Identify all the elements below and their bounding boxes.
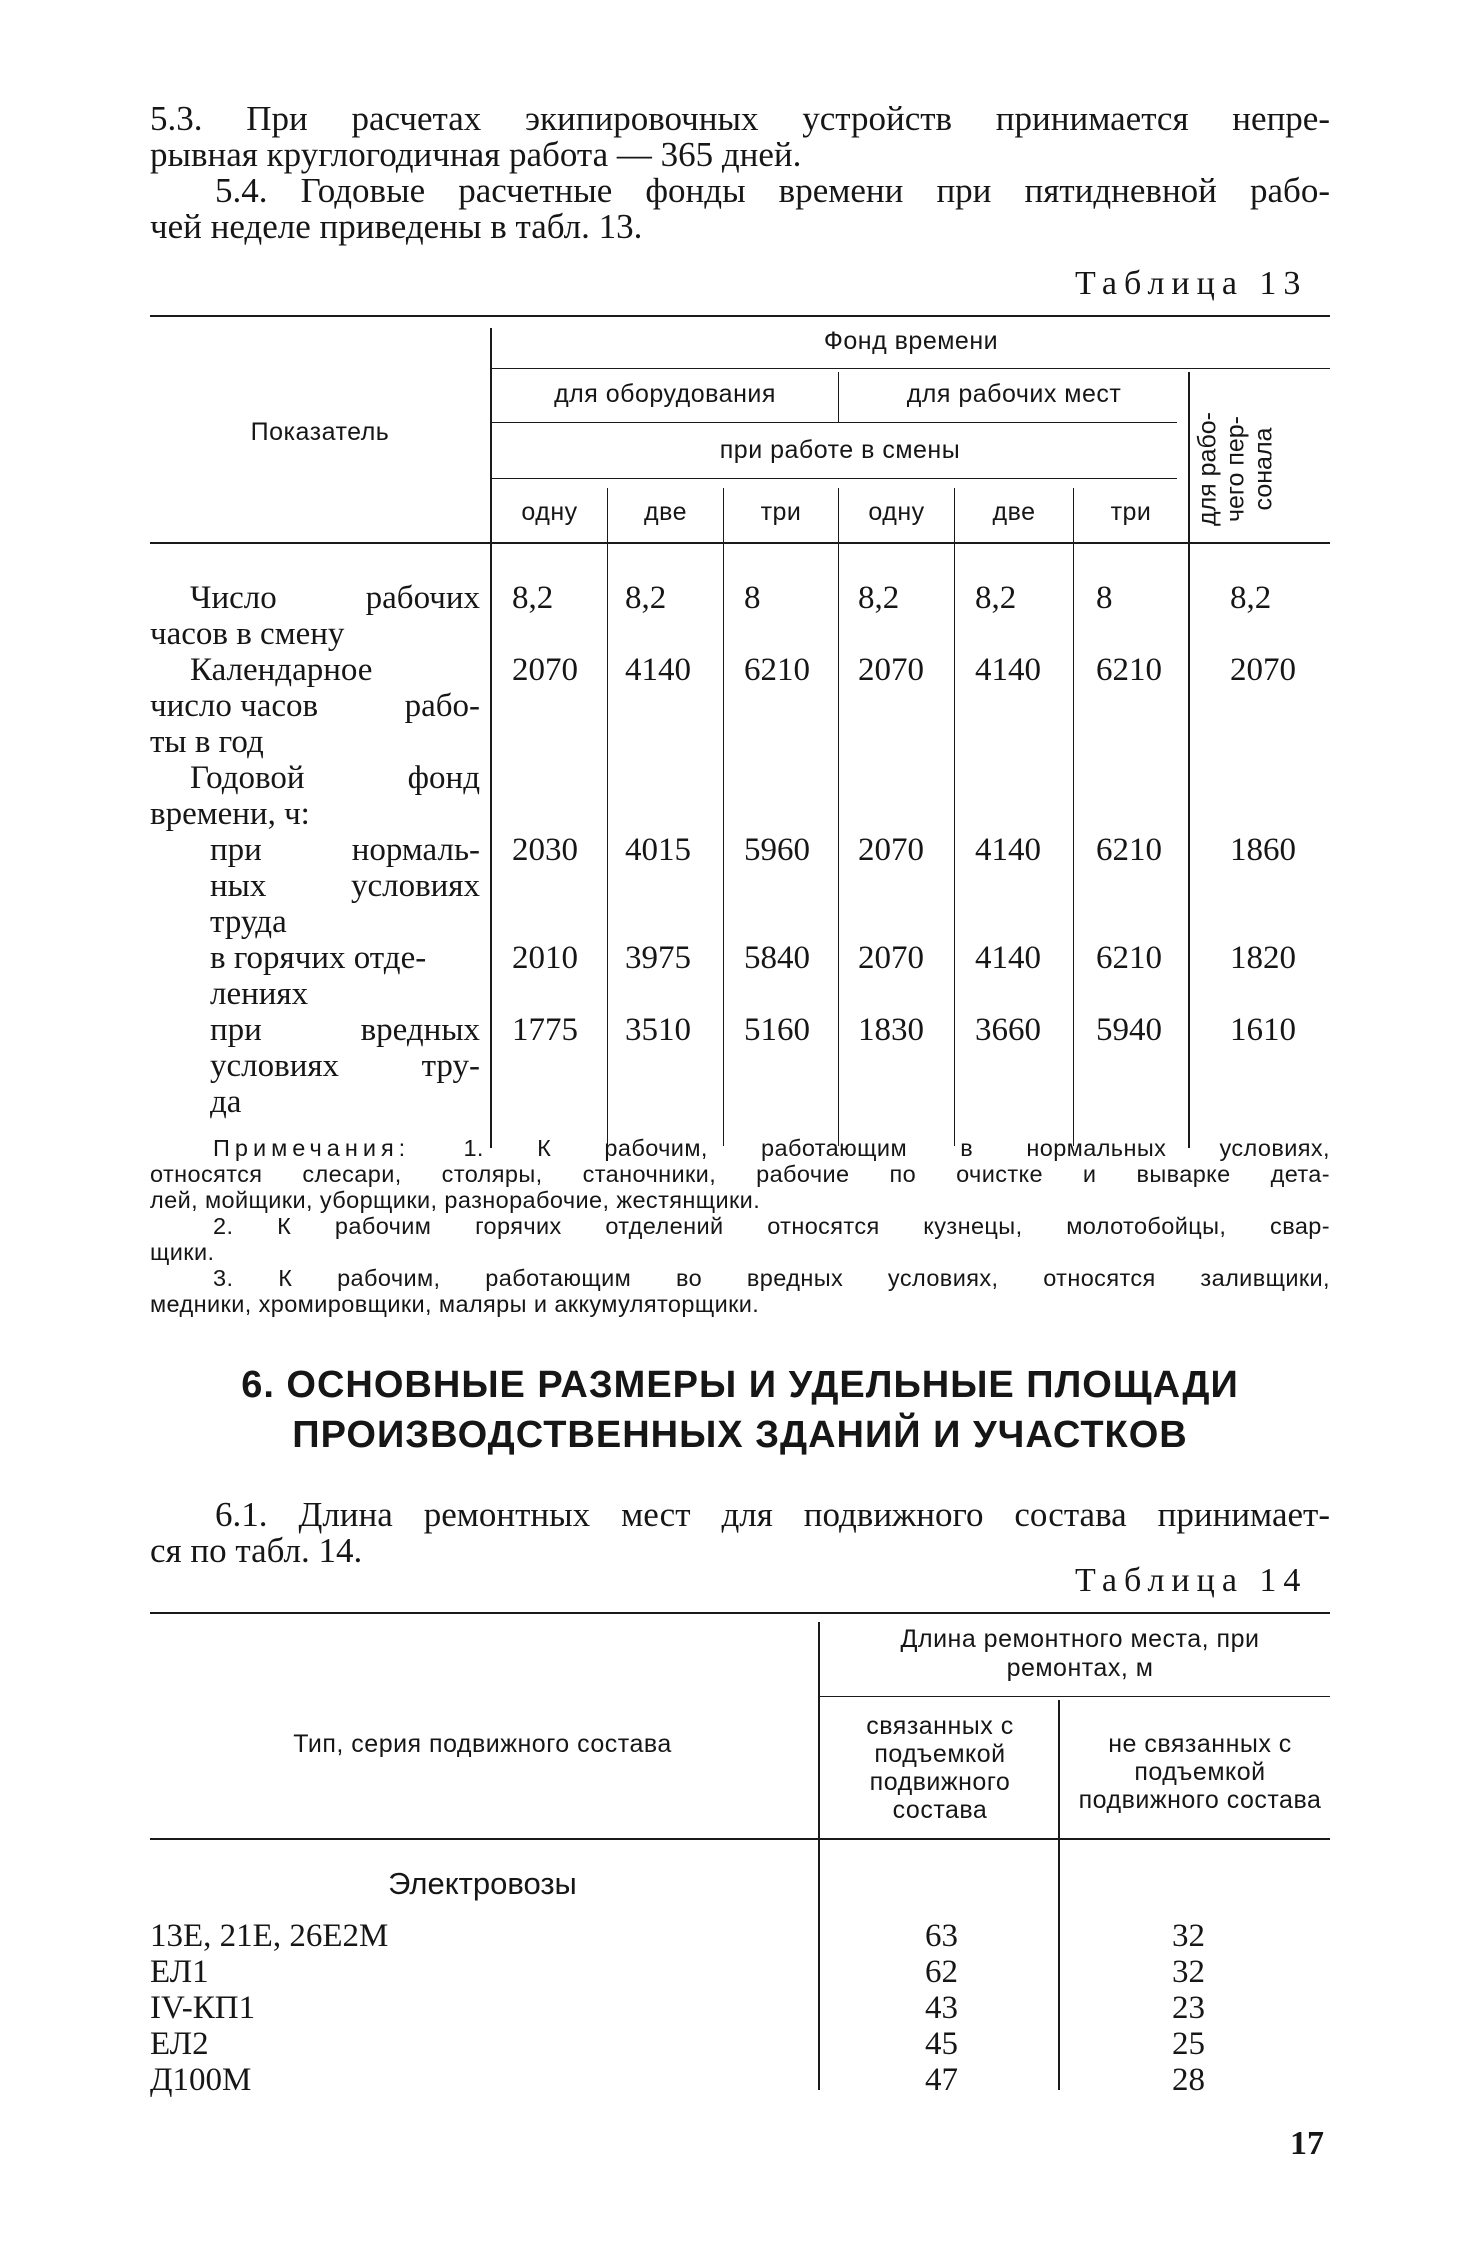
t13-row5-label bbox=[150, 940, 480, 1012]
t13-r2-c1: 2070 bbox=[512, 652, 578, 688]
t13-r2b-w2: рабо- bbox=[404, 688, 480, 724]
t13-r4-c7: 1860 bbox=[1230, 832, 1296, 868]
note-1-line2: относятся слесари, столяры, станочники, рабочие по очистке и выварке дета- bbox=[150, 1161, 1330, 1187]
t13-col-5: две bbox=[992, 498, 1036, 526]
t13-r2-c5: 4140 bbox=[975, 652, 1041, 688]
t13-header-workplaces: для рабочих мест bbox=[906, 380, 1122, 408]
t13-r6-c3: 5160 bbox=[744, 1012, 810, 1048]
t13-r4-c4: 2070 bbox=[858, 832, 924, 868]
t13-row3-line2: времени, ч: bbox=[150, 796, 310, 832]
t13-r5-c1: 2010 bbox=[512, 940, 578, 976]
t14-r4-type: ЕЛ2 bbox=[150, 2026, 209, 2062]
t13-col-1: одну bbox=[521, 498, 578, 526]
t13-r6b-w1: условиях bbox=[210, 1048, 340, 1084]
t13-r1-c5: 8,2 bbox=[975, 580, 1017, 616]
t13-r3a-w2: фонд bbox=[407, 760, 480, 796]
t14-r5-type: Д100М bbox=[150, 2062, 252, 2098]
t13-row2-line1: Календарное bbox=[190, 652, 373, 688]
t13-row4-line1 bbox=[150, 832, 480, 868]
t13-r4-c1: 2030 bbox=[512, 832, 578, 868]
t13-shift-rule bbox=[492, 478, 1177, 479]
note-3-line2: медники, хромировщики, маляры и аккумуляторщики. bbox=[150, 1291, 760, 1317]
t14-header-type: Тип, серия подвижного состава bbox=[293, 1730, 672, 1758]
t13-header-shifts: при работе в смены bbox=[719, 436, 961, 464]
table13-caption: Таблица 13 bbox=[1075, 265, 1308, 302]
t13-vline-c5 bbox=[1073, 488, 1074, 1146]
p61-line1: 6.1. Длина ремонтных мест для подвижного состава принимает- bbox=[215, 1495, 1330, 1534]
t13-r5-c5: 4140 bbox=[975, 940, 1041, 976]
note-3-line1: 3. К рабочим, работающим во вредных условиях, относятся заливщики, bbox=[213, 1265, 1330, 1291]
t14-vline-type bbox=[818, 1622, 820, 2090]
p61-line2: ся по табл. 14. bbox=[150, 1531, 363, 1570]
t13-header-indicator: Показатель bbox=[250, 418, 390, 446]
t13-r2-c2: 4140 bbox=[625, 652, 691, 688]
paragraph-5-3 bbox=[150, 100, 1330, 138]
t13-vline-c4 bbox=[954, 488, 955, 1146]
p54-line1: 5.4. Годовые расчетные фонды времени при пятидневной рабо- bbox=[215, 171, 1330, 210]
t14-r1-with: 63 bbox=[925, 1918, 958, 1954]
t13-r1a-w2: рабочих bbox=[365, 580, 480, 616]
t14-header-with-lift: связанных с подъемкой подвижного состава bbox=[866, 1712, 1014, 1824]
notes-title: Примечания: bbox=[213, 1135, 411, 1161]
t13-r2-c3: 6210 bbox=[744, 652, 810, 688]
t14-header-without-lift: не связанных с подъемкой подвижного состава bbox=[1078, 1730, 1322, 1814]
t13-r1-c1: 8,2 bbox=[512, 580, 554, 616]
t13-head-bottom-rule bbox=[150, 542, 1330, 544]
note-1-line3: лей, мойщики, уборщики, разнорабочие, жестянщики. bbox=[150, 1187, 761, 1213]
t14-r5-without: 28 bbox=[1172, 2062, 1205, 2098]
p54-line2: чей неделе приведены в табл. 13. bbox=[150, 207, 643, 246]
t13-r4-c5: 4140 bbox=[975, 832, 1041, 868]
t13-row2-label bbox=[150, 652, 480, 760]
t13-row1-line1 bbox=[150, 580, 480, 616]
t13-r2-c6: 6210 bbox=[1096, 652, 1162, 688]
note-2-line2: щики. bbox=[150, 1239, 215, 1265]
t13-r6b-w2: тру- bbox=[421, 1048, 480, 1084]
t13-r1-c7: 8,2 bbox=[1230, 580, 1272, 616]
t13-r4-c6: 6210 bbox=[1096, 832, 1162, 868]
t14-r5-with: 47 bbox=[925, 2062, 958, 2098]
t13-r1-c2: 8,2 bbox=[625, 580, 667, 616]
t13-top-rule bbox=[150, 315, 1330, 317]
t13-row1-label bbox=[150, 580, 480, 652]
t13-r6-c5: 3660 bbox=[975, 1012, 1041, 1048]
t13-r1-c4: 8,2 bbox=[858, 580, 900, 616]
t13-r2-c7: 2070 bbox=[1230, 652, 1296, 688]
t14-header-length: Длина ремонтного места, при ремонтах, м bbox=[900, 1625, 1260, 1682]
page-number: 17 bbox=[1290, 2125, 1324, 2162]
t13-vline-c3 bbox=[838, 372, 839, 422]
t13-r1-c6: 8 bbox=[1096, 580, 1113, 616]
t13-r4a-w2: нормаль- bbox=[351, 832, 480, 868]
t14-r3-without: 23 bbox=[1172, 1990, 1205, 2026]
t13-col-3: три bbox=[760, 498, 802, 526]
section-6-heading-line2: ПРОИЗВОДСТВЕННЫХ ЗДАНИЙ И УЧАСТКОВ bbox=[292, 1414, 1188, 1456]
t13-row4-label bbox=[150, 832, 480, 940]
t13-row4-line3: труда bbox=[210, 904, 287, 940]
t13-vline-c2 bbox=[723, 488, 724, 1146]
t14-r4-without: 25 bbox=[1172, 2026, 1205, 2062]
p53-line1: 5.3. При расчетах экипировочных устройств принимается непре- bbox=[150, 99, 1330, 138]
t13-row6-line2 bbox=[150, 1048, 480, 1084]
t13-row2-line3: ты в год bbox=[150, 724, 264, 760]
t14-length-rule bbox=[820, 1696, 1330, 1697]
t13-row1-line2: часов в смену bbox=[150, 616, 345, 652]
t13-row3-line1 bbox=[150, 760, 480, 796]
t13-row6-line3: да bbox=[210, 1084, 242, 1120]
t13-r5-c4: 2070 bbox=[858, 940, 924, 976]
t14-r1-without: 32 bbox=[1172, 1918, 1205, 1954]
t13-r4b-w2: условиях bbox=[350, 868, 480, 904]
p53-line2: рывная круглогодичная работа — 365 дней. bbox=[150, 135, 802, 174]
t13-vline-c1 bbox=[607, 488, 608, 1146]
t13-r5-c2: 3975 bbox=[625, 940, 691, 976]
t13-col-4: одну bbox=[868, 498, 925, 526]
t13-header-personnel-text: для рабо- чего пер- сонала bbox=[1193, 412, 1278, 527]
t14-vline-mid bbox=[1058, 1700, 1060, 2090]
t13-r4a-w1: при bbox=[210, 832, 262, 868]
t14-r4-with: 45 bbox=[925, 2026, 958, 2062]
t13-group-rule bbox=[492, 422, 1177, 423]
t14-r3-type: IV-КП1 bbox=[150, 1990, 256, 2026]
t13-r5-c7: 1820 bbox=[1230, 940, 1296, 976]
t13-row6-label bbox=[150, 1012, 480, 1120]
t14-r3-with: 43 bbox=[925, 1990, 958, 2026]
t13-vline-c3b bbox=[838, 488, 839, 1146]
t13-r1-c3: 8 bbox=[744, 580, 761, 616]
note-1-line1-text: 1. К рабочим, работающим в нормальных условиях, bbox=[410, 1135, 1330, 1161]
t13-row2-line2 bbox=[150, 688, 480, 724]
t13-r4-c2: 4015 bbox=[625, 832, 691, 868]
t14-group-electric: Электровозы bbox=[388, 1866, 577, 1901]
t13-header-fund: Фонд времени bbox=[823, 327, 999, 355]
note-2-line1: 2. К рабочим горячих отделений относятся кузнецы, молотобойцы, свар- bbox=[213, 1213, 1330, 1239]
t13-r6-c1: 1775 bbox=[512, 1012, 578, 1048]
t13-vline-c6 bbox=[1188, 372, 1190, 1148]
t14-r2-without: 32 bbox=[1172, 1954, 1205, 1990]
t13-r5-c3: 5840 bbox=[744, 940, 810, 976]
note-1-line1 bbox=[150, 1135, 1330, 1161]
t13-row5-line1: в горячих отде- bbox=[210, 940, 427, 976]
t14-r1-type: 13Е, 21Е, 26Е2М bbox=[150, 1918, 389, 1954]
t13-r1a-w1: Число bbox=[190, 580, 277, 616]
section-6-heading-line1: 6. ОСНОВНЫЕ РАЗМЕРЫ И УДЕЛЬНЫЕ ПЛОЩАДИ bbox=[241, 1364, 1239, 1406]
t14-r2-type: ЕЛ1 bbox=[150, 1954, 209, 1990]
t13-r6a-w1: при bbox=[210, 1012, 262, 1048]
t13-fund-rule bbox=[492, 368, 1330, 369]
t13-r4-c3: 5960 bbox=[744, 832, 810, 868]
t13-r3a-w1: Годовой bbox=[190, 760, 305, 796]
t13-row5-line2: лениях bbox=[210, 976, 309, 1012]
t13-r6a-w2: вредных bbox=[360, 1012, 480, 1048]
t13-header-equipment: для оборудования bbox=[554, 380, 776, 408]
t13-row3-label bbox=[150, 760, 480, 832]
t13-notes bbox=[150, 1135, 1330, 1317]
table14-caption: Таблица 14 bbox=[1075, 1562, 1308, 1599]
t13-r5-c6: 6210 bbox=[1096, 940, 1162, 976]
p53-line2-wrap bbox=[150, 136, 1330, 174]
t13-row4-line2 bbox=[150, 868, 480, 904]
t14-head-bottom-rule bbox=[150, 1838, 1330, 1840]
t14-r2-with: 62 bbox=[925, 1954, 958, 1990]
t13-header-personnel bbox=[1194, 392, 1282, 547]
t13-r2b-w1: число часов bbox=[150, 688, 319, 724]
t14-top-rule bbox=[150, 1612, 1330, 1614]
t13-r6-c6: 5940 bbox=[1096, 1012, 1162, 1048]
section-6-heading bbox=[150, 1360, 1330, 1460]
t13-row6-line1 bbox=[150, 1012, 480, 1048]
p54-line2-wrap bbox=[150, 208, 1330, 246]
t13-r6-c7: 1610 bbox=[1230, 1012, 1296, 1048]
t13-r4b-w1: ных bbox=[210, 868, 267, 904]
t13-r6-c2: 3510 bbox=[625, 1012, 691, 1048]
t13-r6-c4: 1830 bbox=[858, 1012, 924, 1048]
paragraph-6-1 bbox=[215, 1496, 1330, 1534]
t13-col-2: две bbox=[644, 498, 687, 526]
t13-col-6: три bbox=[1110, 498, 1152, 526]
paragraph-5-4 bbox=[215, 172, 1330, 210]
t13-r2-c4: 2070 bbox=[858, 652, 924, 688]
